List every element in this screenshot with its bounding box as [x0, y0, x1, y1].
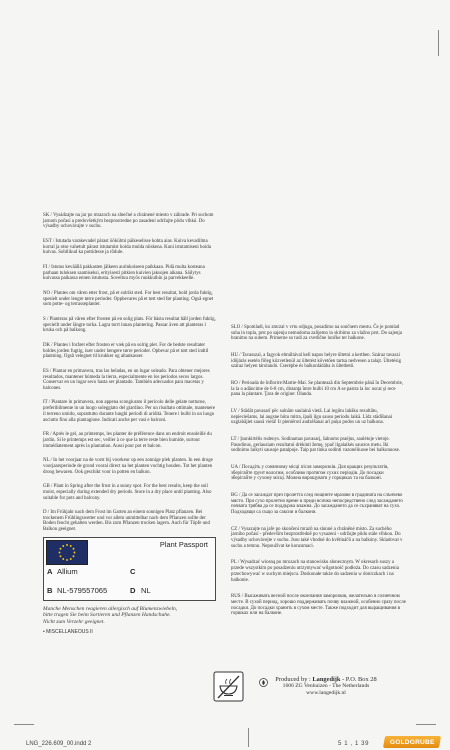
plant-passport-title: Plant Passport [159, 540, 208, 549]
producer-info [268, 676, 384, 697]
passport-label-b: B [47, 586, 53, 595]
instruction-nl: NL / In het voorjaar na de vorst bij voorkeur op een zonnige plek planten. In een droge voorjaarsperiode de grond vooral direct na het planten vochtig houden. Tot het planten droog bewaren. Ook geschikt voor in potten en balkon. [43, 458, 213, 475]
passport-value-a: Allium [57, 567, 78, 576]
langedijk-logo-icon [259, 678, 268, 687]
instruction-no: NO / Plantes om våren etter frost, på et solrikt sted. For best resultat, hold jorda fuktig, spesielt under lengre tørre perioder. Oppbevares på et tørt sted før planting. Også egnet som potte- og terrasseplanter. [43, 290, 214, 308]
instruction-gb: GB / Plant in Spring after the frost in a sunny spot. For the best results, keep the soil moist, especially during extended dry periods. Store in a dry place until planting. Also suitable for pots and balcony. [43, 484, 212, 501]
passport-value-d: NL [141, 586, 151, 595]
instruction-bg: BG / Да се засаждат през пролетта след нощните мразове в градината на слънчево място. При сухо пролетно време и преди всичко непосредствено след засаждането почвата трябва да се поддържа влажна. До засаждането да се съхраняват на сухо. Подходящи са също за саксии и балкони. [231, 493, 403, 516]
instruction-it: IT / Piantare in primavera, non appena scongiurato il pericolo delle gelate notturne, preferibilmente in un luogo soleggiato del giardino. Per un risultato ottimale, mantenere il terreno umido, soprattutto durante lunghi periodi di aridità. Tenere i bulbi in un luogo asciutto fino alla piantagione. Indicati anche per vasi e balconi. [43, 400, 216, 423]
passport-value-b: NL-579557065 [57, 586, 108, 595]
producer-po-box: - P.O. Box 28 [340, 676, 377, 683]
instruction-d: D / Im Frühjahr nach dem Frost im Garten an einem sonnigen Platz pflanzen. Bei trockenem Frühlingswetter und vor allem unmittelbar nach dem Pflanzen sollte der Boden feucht gehalten werden. Bis zum Pflanzen trocken lagern. Auch für Töpfe und Balkon geeignet. [43, 510, 210, 533]
producer-name: Langedijk [312, 676, 341, 683]
eu-flag-icon [46, 540, 88, 565]
producer-line [268, 676, 384, 683]
category-label: • MISCELLANEOUS II [43, 629, 93, 635]
watermark-text: GOLDGRUBE [389, 738, 435, 746]
instruction-fr: FR / Après le gel, au printemps, les planter de préférence dans un endroit ensoleillé du jardin. Si le printemps est sec, veiller à ce que la terre reste bien humide, surtout immédiatement après la plantation. Aussi pour pot et balcon. [43, 432, 212, 449]
passport-label-d: D [130, 586, 136, 595]
crop-mark-bottom-center [248, 728, 249, 747]
plant-passport-box [43, 537, 216, 601]
footer-filename: LNG_226.609_00.indd 2 [26, 741, 92, 747]
crop-mark-bottom-left [14, 724, 34, 725]
instruction-rus: RUS / Высаживать весной после окончания заморозков, желательно в солнечном месте. В сухой период, хорошо поддерживать почву влажной, особенно сразу после посадки. До посадки хранить в сухом месте. Также подходит для выращивания в горшках или на балконе. [231, 594, 406, 617]
instruction-est: EST / Istutada varakevadel pärast öökülmi päikeselisse kohta aias. Kuiva kevadilma korral ja otse vahetult pärast istutamist hoida mulda niiskena. Kuni istutamiseni hoida kuivas. Sobilikud ka pottidesse ja rõdule. [43, 238, 211, 256]
instruction-cz: CZ / Vysazujte na jaře po skončení mrazů na slunné a chráněné místo. Za suchého jarního počasí - především bezprostředně po vysazení - udržujte půdu stále vlhkou. Do výsadby uchovávejte v suchu. Jsou také vhodné do květináčů a na balkóny. Skladovat v suchu a temnu. Nepoužívat ke konzumaci. [231, 526, 403, 549]
instruction-ro: RO / Perioada de înflorire:Martie-Mai. Se plantează din Septembrie până în Decembrie, la la o adâncime de 6-8 cm, distanţa între bulbi 10 cm A se pastra la loc uscat şi rece pana la plantare. Ţara de origine: Olanda. [231, 381, 404, 398]
allergy-note-line: Manche Menschen reagieren allergisch auf Blumenzwiebeln, [43, 606, 178, 612]
instruction-ua: UA / Посадіть у сонячному місці після заморозків. Для кращих результатів, зберігайте ґрунт вологим, особливо протягом сухих періодів. До посадки зберігайте у сухому місці. Можна вирощувати у горщиках та на балконі. [231, 465, 389, 482]
crop-mark-top-right [438, 30, 439, 56]
instruction-es: ES / Plantar en primavera, tras las heladas, en un lugar soleado. Para obtener mejores resultados, mantener húmeda la tierra, especialmente en los periodos secos largos. Conservar en un lugar seco hasta ser plantado. También adecuados para macetas y balcones. [43, 368, 210, 391]
instruction-s: S / Planteras på våren efter frosten på en solig plats. För bästa resultat håll jorden fuktig, speciellt under längre torka. Lagra torrt innan plantering. Passar även att planteras i kruka och på balkong. [43, 316, 216, 334]
passport-label-a: A [47, 567, 53, 576]
instructions-right-column [231, 325, 406, 617]
footer-timestamp: 5 1 , 1 39 [338, 741, 370, 747]
allergy-note-line: Nicht zum Verzehr geeignet. [43, 618, 105, 625]
allergy-note-line: bitte tragen Sie beim Sortieren und Pflanzen Handschuhe. [43, 612, 171, 619]
producer-address: 1606 ZG Venhuizen - The Netherlands [282, 683, 370, 690]
instruction-pl: PL / Wysadzać wiosną po mrozach na stanowisku słonecznym. W okresach suszy a przede wszystkim po posadzeniu utrzymywać wilgotność podłoża. Do czasu sadzenia przechowywać w suchym miejscu. Doskonałe także do sadzenia w doniczkach i na balkonie. [231, 560, 399, 583]
not-for-consumption-icon [213, 671, 244, 704]
instruction-fi: FI / Istutus keväällä pakkasten jälkeen aurinkoiseen paikkaan. Pidä multa kosteana parhaan tuloksen saamiseksi, erityisesti pitkien kuivien jaksojen aikana. Säilytys kuivassa paikassa ennen istutusta. Soveltuu myös ruukkuihin ja parvekkeelle. [43, 264, 205, 282]
passport-label-c: C [130, 567, 136, 576]
producer-prefix: Produced by : [275, 676, 311, 683]
instruction-lt: LT / Įsunkirtėlis rudenys. Sodinamas pavasarį, šalnoms praėjus, saulėtoje vietoje. Pasodinus, geriausiam rezultatui drėkinti žemę, ypač ilgalaikės sausros metu. Iki sodinimo laikyti sausoje patalpoje. Taip pat tinka sodinti vazonėliuose bei balkonuose. [231, 437, 401, 454]
goldgrube-watermark-logo [383, 736, 441, 748]
instruction-dk: DK / Plantes i foråret efter frosten er væk på en solrig plet. For de bedste resultater holdes jorden fugtig, især under længere tørre perioder. Opbevar på et tørt sted indtil plantning. Også velegnet til krukker og altankasser. [43, 342, 209, 360]
crop-mark-bottom-right [416, 724, 436, 725]
producer-website: www.langedijk.nl [306, 690, 346, 697]
instruction-lv: LV / Stādāt pavasarī pēc salnām saulainā vietā. Lai iegūtu labāku rezultātu, nepieciešams, lai augsne būtu mitra, īpaši ilgu sausu periodu laikā. Līdz stādīšanai uzglabājiet sausā vietā! Ir piemēroti audzēšanai arī puķu podos un uz balkona. [231, 409, 393, 426]
allergy-note [43, 606, 218, 625]
instruction-sk: SK / Vysádzajte na jar po mrazoch na slnečné a chránené miesto v záhrade. Pri suchom jarnom počasí a predovšetkým bezprostredne po zasadení udržujte pôdu vlhkú. Do výsadby uchovávajte v suchu. [43, 213, 214, 230]
instruction-hu: HU / Tavasszal, a fagyok elmúltával kell napos helyre ültetni a kertben. Száraz tavaszi időjárás esetén főleg közvetlenül az ültetést követően tartsa nedvesen a talajt. Ültetésig száraz helyen tárolandó. Cserépbe és balkonládába is ültethető. [231, 353, 402, 370]
instructions-left-column [43, 213, 216, 533]
instruction-slo: SLO / Spomladi, ko zmrzal v vrtu odjuga, posadimo na sončnem mestu. Če je pomlad suha in topla, prst po sajenju nemudoma zalijemo in skrbimo za vlažno prst. Do sajenja hranimo na suhem. Primerne so tudi za cvetlične lončke ter balkone. [231, 325, 402, 342]
